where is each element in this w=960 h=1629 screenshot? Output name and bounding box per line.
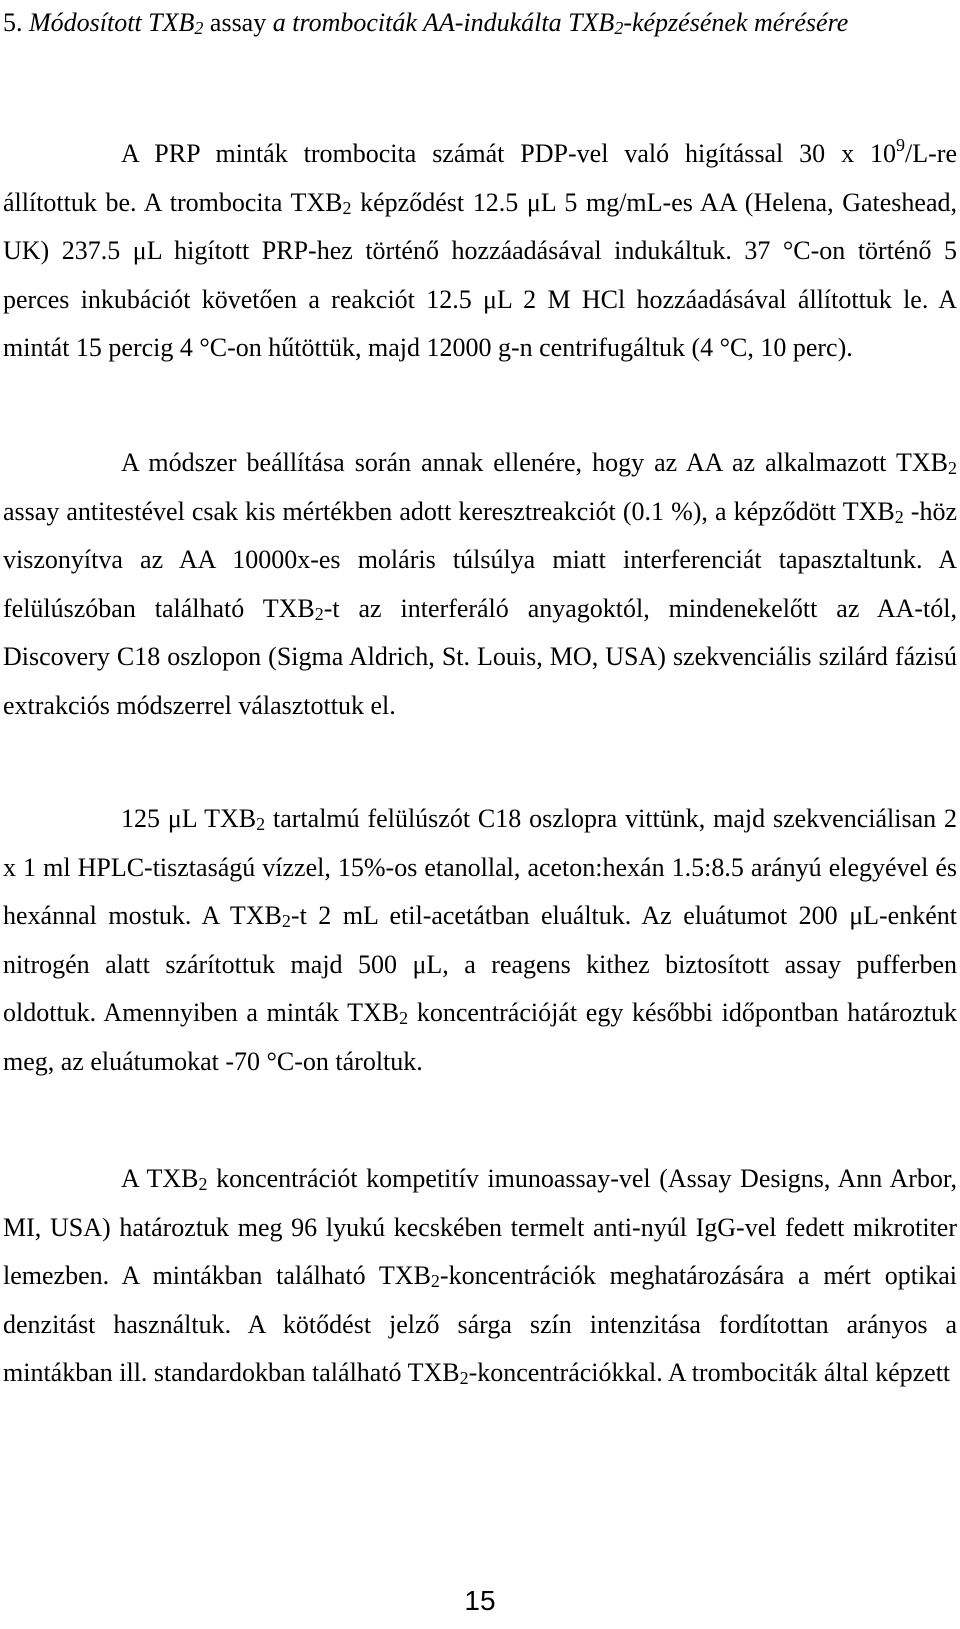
p4-subscript-2: 2: [430, 1271, 440, 1291]
heading-text-1: Módosított TXB: [29, 8, 195, 37]
p3-subscript-3: 2: [399, 1008, 409, 1028]
section-heading: [3, 0, 953, 45]
p3-text-3: -t 2 mL etil-acetátban eluáltuk. Az eluátumot 200 μL-enként nitrogén alatt szárítottuk majd 500 μL, a reagens kithez biztosított assay pufferben oldottuk. Amennyiben a minták TXB: [3, 901, 957, 1027]
heading-subscript-1: 2: [194, 18, 204, 38]
p4-text-3: -koncentrációk meghatározására a mért optikai denzitást használtuk. A kötődést jelző sárga szín intenzitása fordítottan arányos a mintákban ill. standardokban található TXB: [3, 1261, 958, 1387]
paragraph-1: [3, 130, 957, 373]
p2-text-4: -t az interferáló anyagoktól, mindenekelőtt az AA-tól, Discovery C18 oszlopon (Sigma Aldrich, St. Louis, MO, USA) szekvenciális szilárd fázisú extrakciós módszerrel választottuk el.: [3, 593, 957, 720]
section-number: 5.: [3, 8, 23, 37]
p1-superscript-1: 9: [896, 135, 906, 155]
p3-text-4: koncentrációját egy későbbi időpontban határoztuk meg, az eluátumokat -70 °C-on tároltuk.: [3, 998, 958, 1076]
paragraph-4: [3, 1155, 957, 1398]
heading-text-4: -képzésének mérésére: [623, 8, 849, 37]
p1-text-1: A PRP minták trombocita számát PDP-vel való higítással 30 x 10: [121, 139, 897, 168]
p4-text-2: koncentrációt kompetitív imunoassay-vel (Assay Designs, Ann Arbor, MI, USA) határoztuk meg 96 lyukú kecskében termelt anti-nyúl IgG-vel fedett mikrotiter lemezben. A mintákban található TXB: [3, 1164, 958, 1290]
p3-subscript-2: 2: [281, 911, 291, 931]
p3-text-2: tartalmú felülúszót C18 oszlopra vittünk, majd szekvenciálisan 2 x 1 ml HPLC-tisztaságú vízzel, 15%-os etanollal, aceton:hexán 1.5:8.5 arányú elegyével és hexánnal mostuk. A TXB: [3, 804, 958, 930]
heading-text-3: a trombociták AA-indukálta TXB: [272, 8, 615, 37]
heading-subscript-2: 2: [614, 18, 624, 38]
p2-text-3: -höz viszonyítva az AA 10000x-es moláris túlsúlya miatt interferenciát tapasztaltunk. A felülúszóban található TXB: [3, 496, 957, 623]
p3-text-1: 125 μL TXB: [121, 804, 257, 833]
p3-subscript-1: 2: [256, 814, 266, 834]
paragraph-2: [3, 439, 957, 730]
p4-text-1: A TXB: [121, 1164, 199, 1193]
p4-subscript-1: 2: [198, 1174, 208, 1194]
p2-subscript-1: 2: [948, 458, 957, 478]
p2-subscript-2: 2: [894, 506, 904, 527]
paragraph-3: [3, 795, 957, 1086]
p2-text-2: assay antitestével csak kis mértékben adott keresztreakciót (0.1 %), a képződött TXB: [3, 496, 895, 526]
p4-text-4: -koncentrációkkal. A trombociták által képzett: [468, 1358, 951, 1387]
p1-subscript-1: 2: [342, 197, 352, 218]
page-number: 15: [464, 1585, 496, 1616]
p4-subscript-3: 2: [459, 1368, 469, 1388]
p1-text-2: /L-re állítottuk be. A trombocita TXB: [3, 139, 957, 217]
heading-text-2: assay: [203, 8, 273, 37]
p2-subscript-3: 2: [314, 603, 324, 624]
p2-text-1: A módszer beállítása során annak ellenére, hogy az AA az alkalmazott TXB: [121, 448, 948, 477]
p1-text-3: képződést 12.5 μL 5 mg/mL-es AA (Helena, Gateshead, UK) 237.5 μL higított PRP-hez történő hozzáadásával indukáltuk. 37 °C-on történő 5 perces inkubációt követően a reakciót 12.5 μL 2 M HCl hozzáadásával állítottuk le. A mintát 15 percig 4 °C-on hűtöttük, majd 12000 g-n centrifugáltuk (4 °C, 10 perc).: [3, 187, 957, 362]
